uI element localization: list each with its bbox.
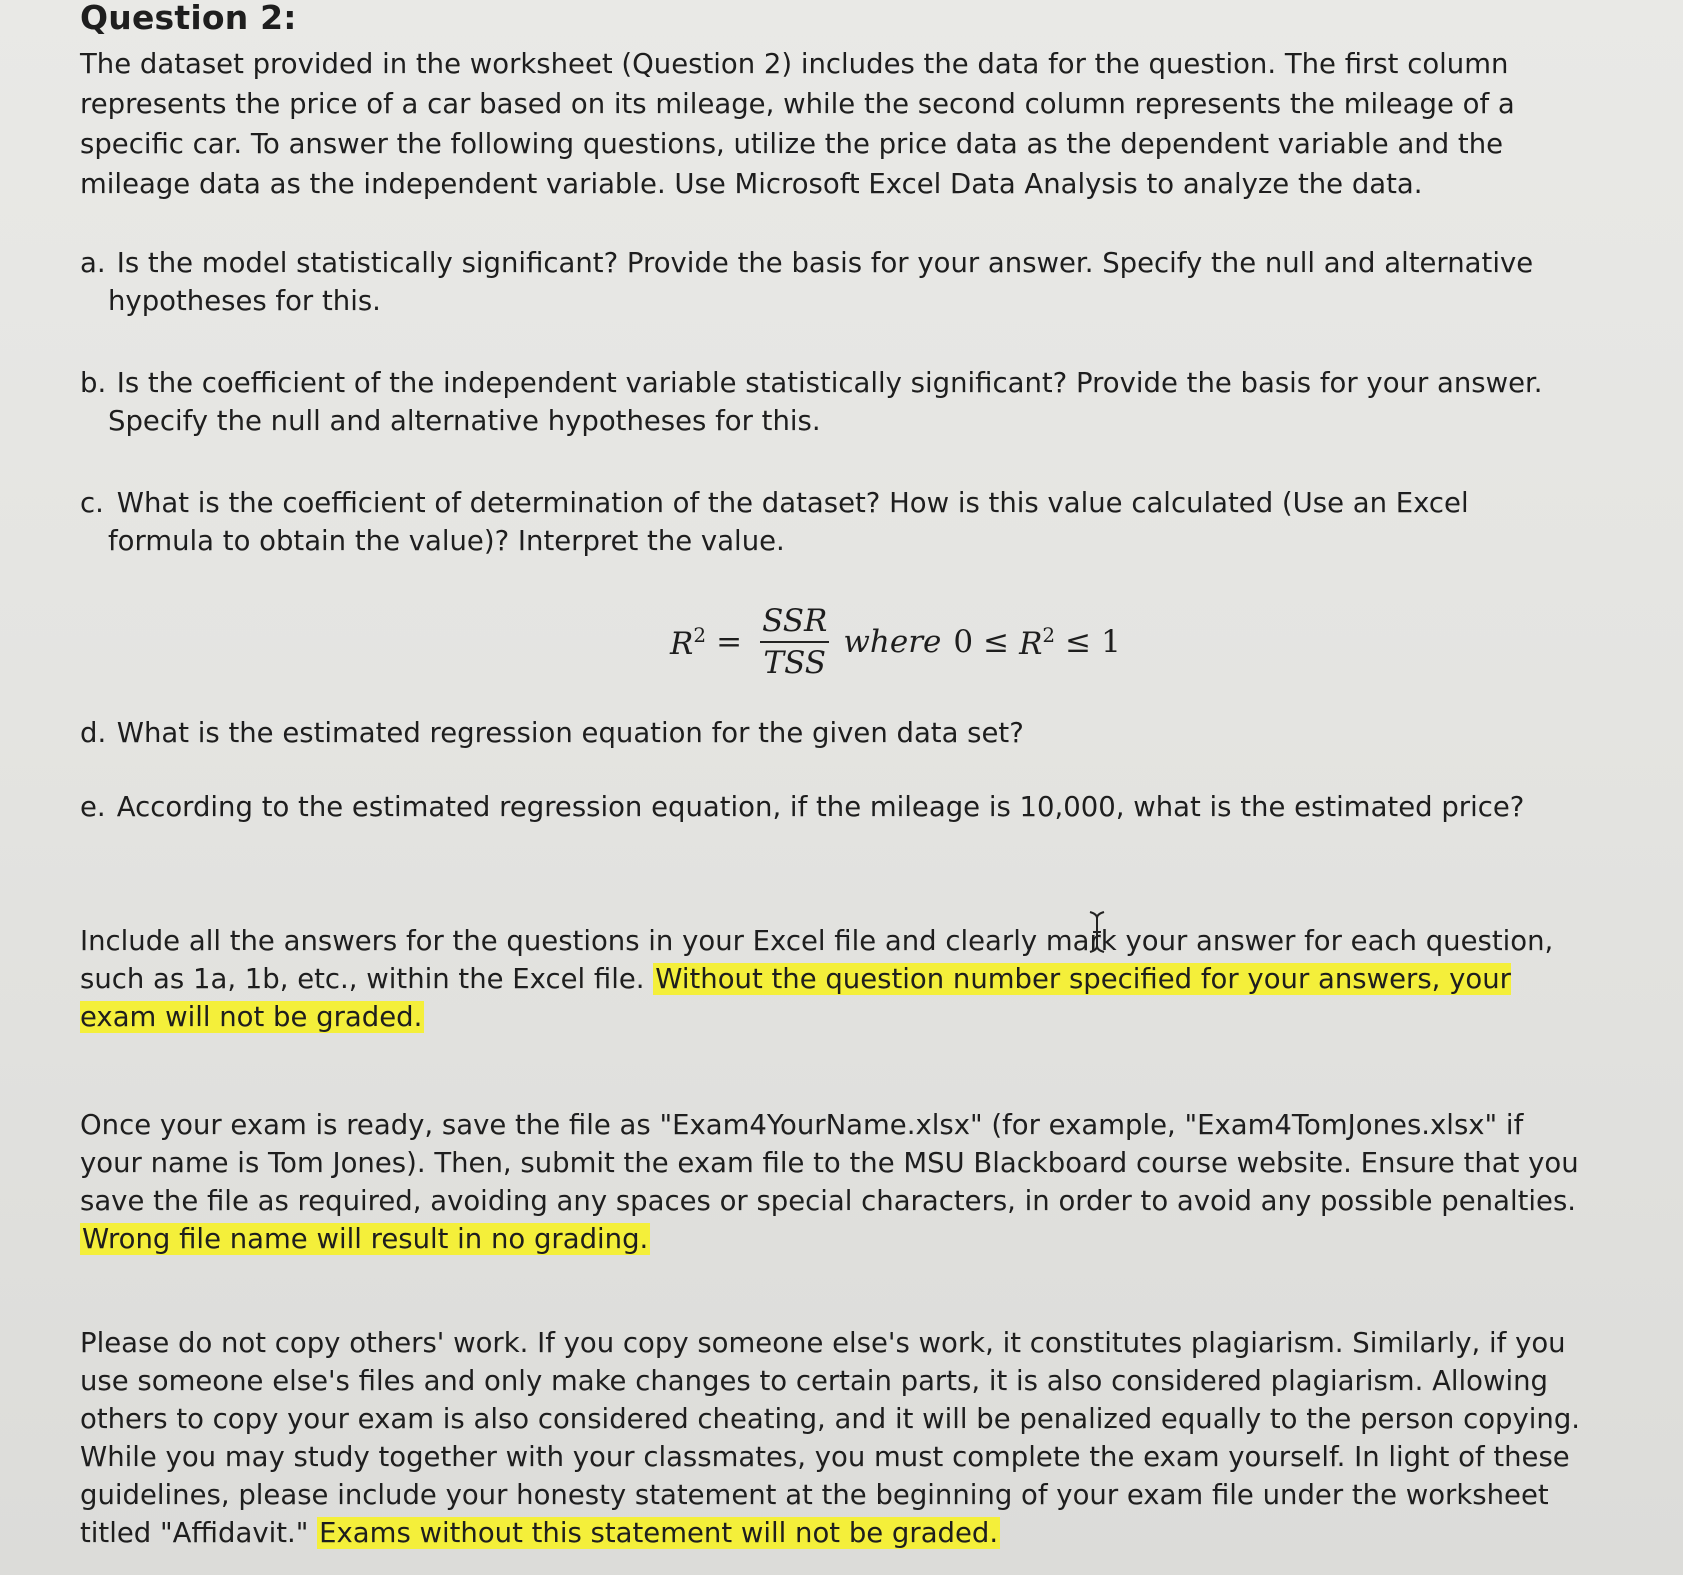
item-letter: b. bbox=[80, 367, 107, 399]
save-file-paragraph bbox=[80, 1106, 1583, 1258]
formula-where: where bbox=[843, 624, 942, 660]
intro-paragraph: The dataset provided in the worksheet (Question 2) includes the data for the question. The first column represents the price of a car based on its mileage, while the second column represents the mileage of a specific car. To answer the following questions, utilize the price data as the dependent variable and the mileage data as the independent variable. Use Microsoft Excel Data Analysis to analyze the data. bbox=[80, 48, 1515, 200]
question-item-b bbox=[80, 364, 1583, 440]
text-cursor-icon bbox=[1087, 910, 1107, 954]
item-text: What is the estimated regression equation for the given data set? bbox=[116, 717, 1024, 749]
formula-numerator: SSR bbox=[760, 603, 829, 643]
formula-r: $R^2$ bbox=[1019, 622, 1056, 662]
question-title: Question 2: bbox=[80, 0, 297, 37]
formula-leq-2: ≤ bbox=[1065, 624, 1092, 660]
item-text: Is the coefficient of the independent variable statistically significant? Provide the basis for your answer. Specify the null and alternative hypotheses for this. bbox=[108, 367, 1543, 437]
item-text: According to the estimated regression equation, if the mileage is 10,000, what is the estimated price? bbox=[116, 791, 1525, 823]
include-answers-paragraph bbox=[80, 922, 1583, 1036]
formula-leq-1: ≤ bbox=[983, 624, 1010, 660]
item-text: What is the coefficient of determination of the dataset? How is this value calculated (Use an Excel formula to obtain the value)? Interpret the value. bbox=[108, 487, 1469, 557]
formula-denominator: TSS bbox=[763, 645, 826, 681]
item-text: Is the model statistically significant? Provide the basis for your answer. Specify the null and alternative hypotheses for this. bbox=[108, 247, 1534, 317]
copy-text: Please do not copy others' work. If you copy someone else's work, it constitutes plagiarism. Similarly, if you use someone else's files and only make changes to certain parts, it is also considered plagiarism. Allowing others to copy your exam is also considered cheating, and it will be penalized equally to the person copying. While you may study together with your classmates, you must complete the exam yourself. In light of these guidelines, please include your honesty statement at the beginning of your exam file under the worksheet titled "Affidavit." bbox=[80, 1327, 1581, 1549]
item-letter: d. bbox=[80, 717, 107, 749]
question-item-d bbox=[80, 714, 1583, 752]
item-letter: e. bbox=[80, 791, 106, 823]
include-highlight: Without the question number specified for your answers, your exam will not be graded. bbox=[80, 963, 1511, 1033]
formula-fraction bbox=[760, 603, 829, 681]
formula-lhs: $R^2$ bbox=[670, 622, 707, 662]
save-text: Once your exam is ready, save the file as "Exam4YourName.xlsx" (for example, "Exam4TomJones.xlsx" if your name is Tom Jones). Then, submit the exam file to the MSU Blackboard course website. Ensure that you save the file as required, avoiding any spaces or special characters, in order to avoid any possible penalties. bbox=[80, 1109, 1579, 1217]
item-letter: c. bbox=[80, 487, 104, 519]
question-item-c bbox=[80, 484, 1583, 560]
save-highlight: Wrong file name will result in no grading. bbox=[82, 1223, 649, 1255]
formula-upper-bound: 1 bbox=[1101, 624, 1121, 660]
question-item-e bbox=[80, 788, 1583, 826]
formula-lower-bound: 0 bbox=[953, 624, 974, 660]
item-letter: a. bbox=[80, 247, 106, 279]
plagiarism-paragraph bbox=[80, 1324, 1583, 1552]
question-item-a bbox=[80, 244, 1583, 320]
r-squared-formula bbox=[670, 600, 1583, 684]
formula-equals: = bbox=[716, 624, 743, 660]
include-text: Include all the answers for the questions in your Excel file and clearly mark your answer for each question, such as 1a, 1b, etc., within the Excel file. bbox=[80, 925, 1554, 995]
copy-highlight: Exams without this statement will not be graded. bbox=[319, 1517, 999, 1549]
